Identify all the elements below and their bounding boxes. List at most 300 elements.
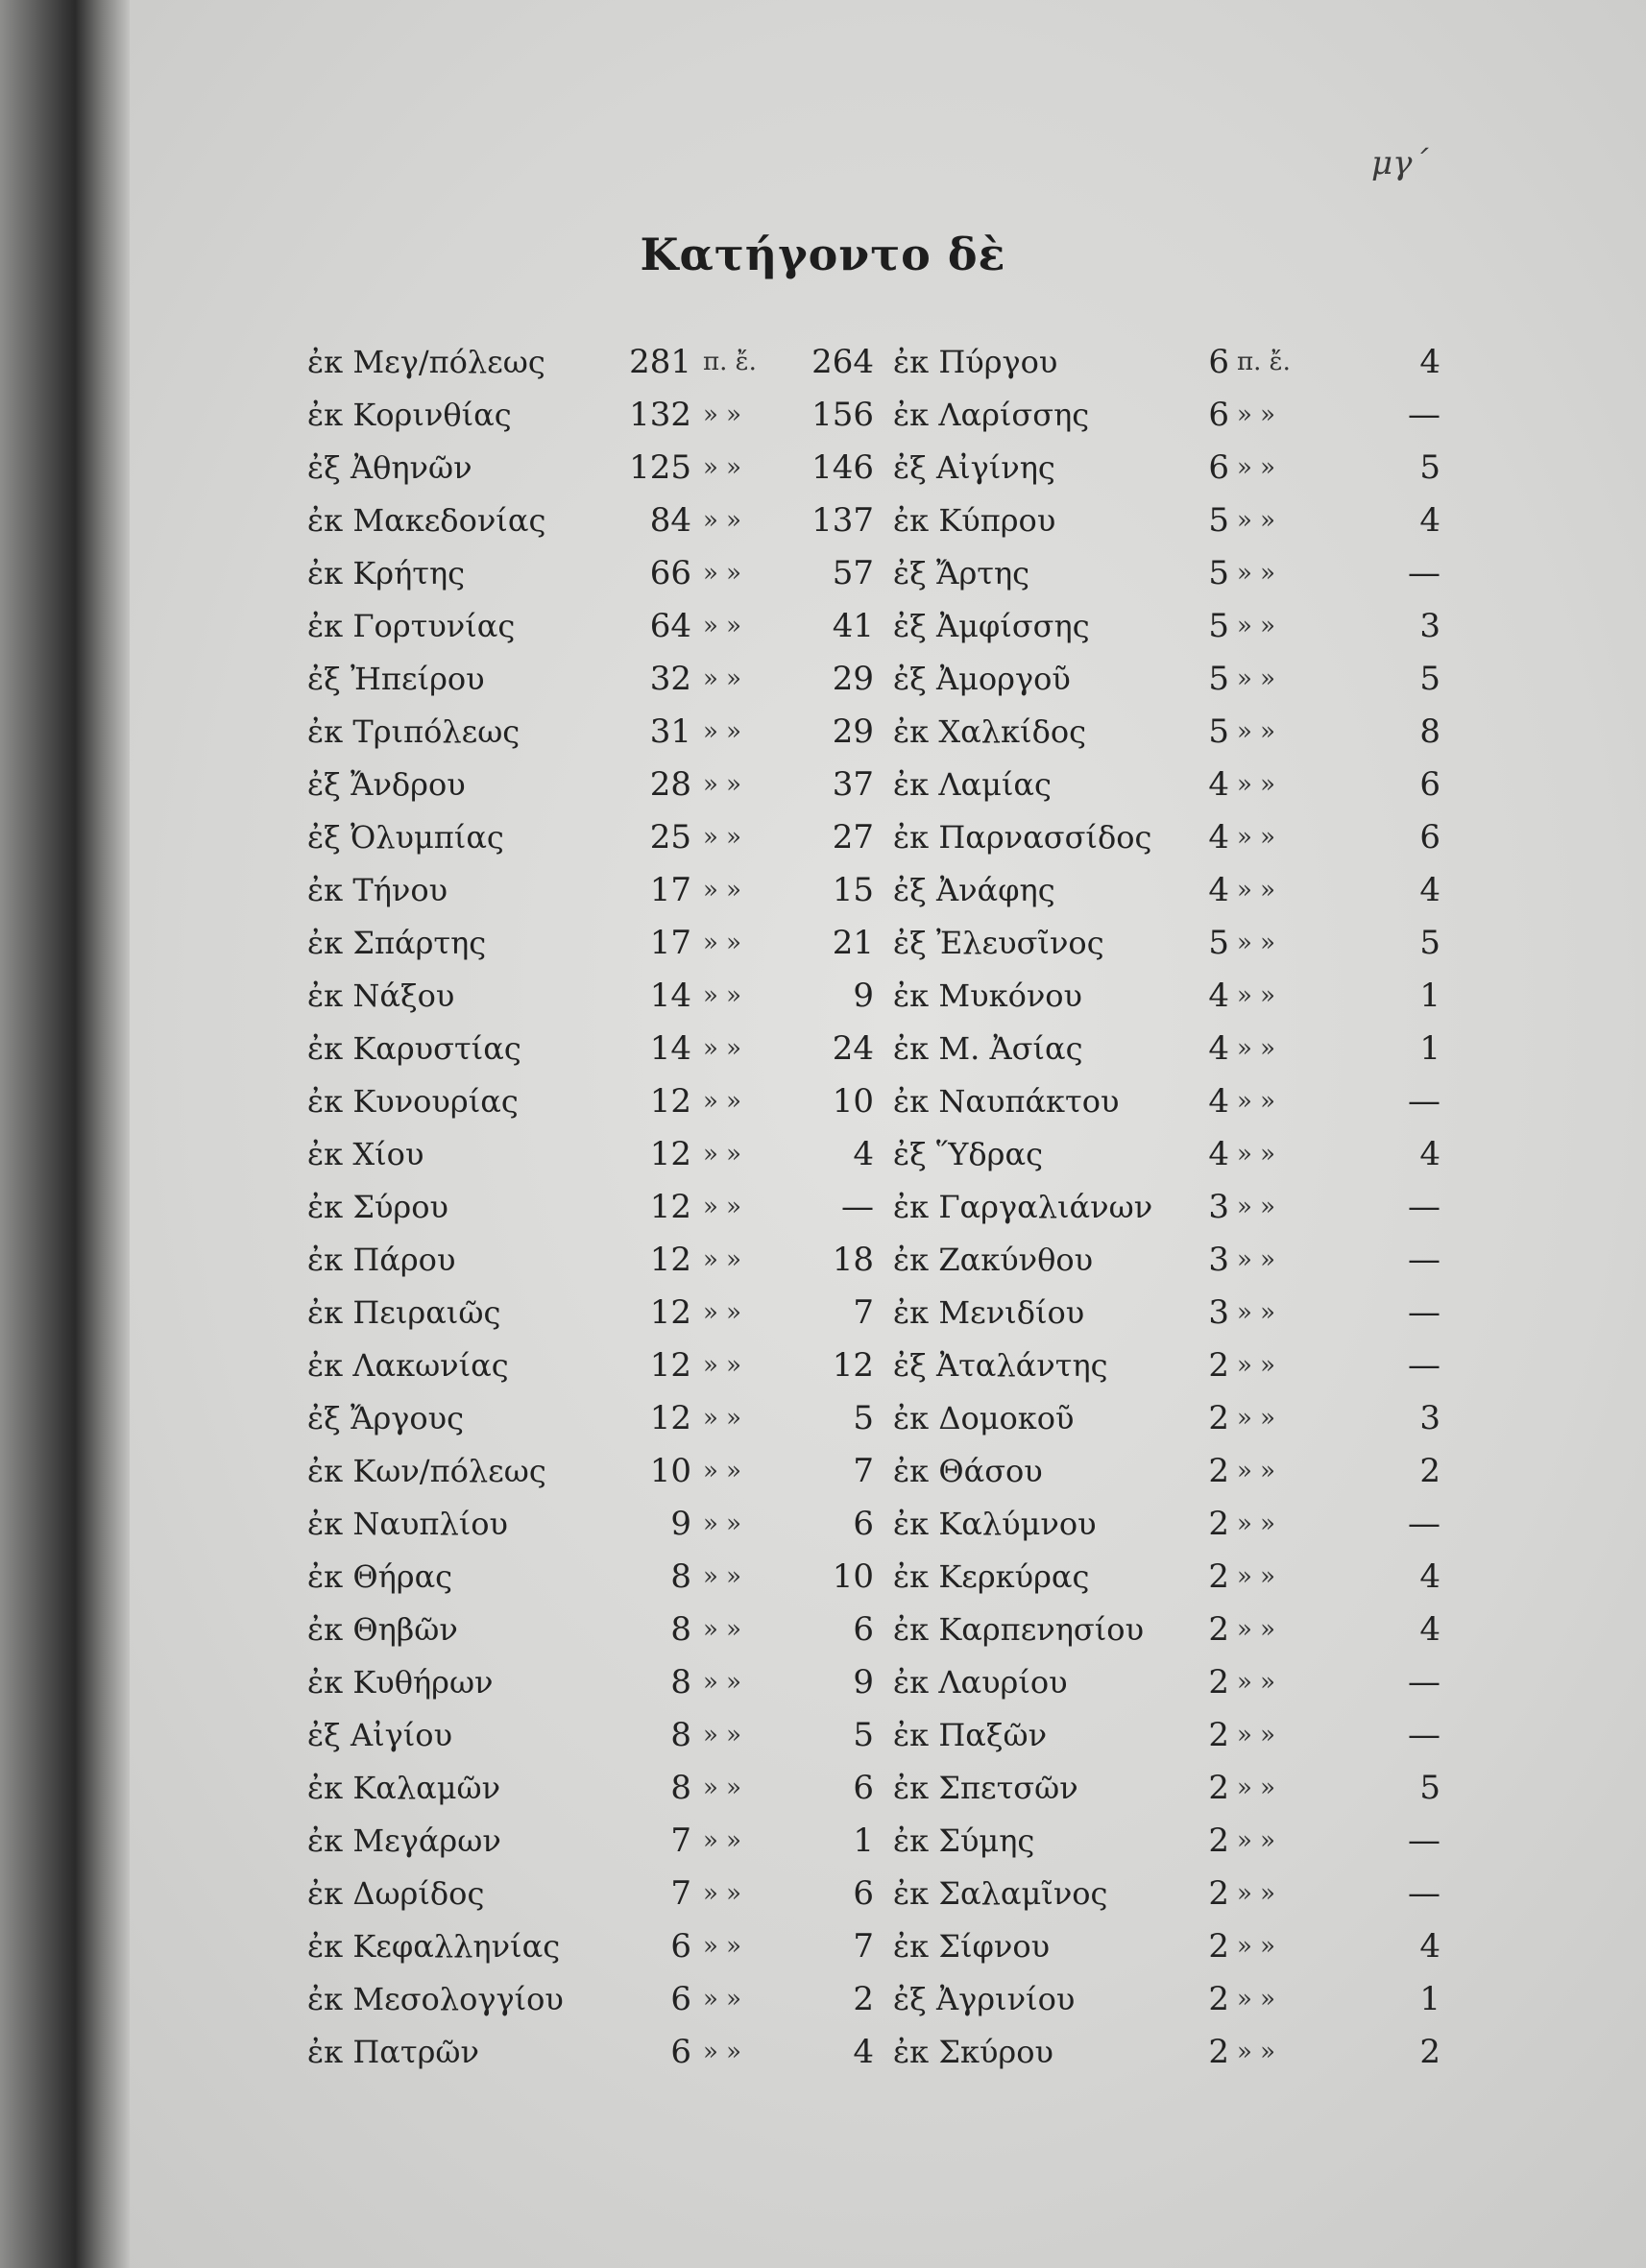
left-marks: » » xyxy=(703,1404,742,1433)
right-count-b: 4 xyxy=(1419,343,1440,381)
left-count-b: 7 xyxy=(853,1927,874,1966)
left-count-b: 146 xyxy=(811,448,874,487)
origin-table xyxy=(307,336,1460,2112)
left-count-a: 8 xyxy=(670,1557,691,1596)
left-city: ἐκ Κων/πόλεως xyxy=(307,1453,546,1489)
right-city: ἐκ Κύπρου xyxy=(893,502,1056,539)
right-marks: » » xyxy=(1237,1668,1276,1697)
left-marks: » » xyxy=(703,1034,742,1063)
right-city: ἐκ Σπετσῶν xyxy=(893,1770,1078,1806)
table-row xyxy=(307,1128,1460,1181)
right-count-a: 2 xyxy=(1208,1663,1229,1701)
left-count-b: 137 xyxy=(811,501,874,540)
right-marks: » » xyxy=(1237,981,1276,1010)
left-marks: » » xyxy=(703,559,742,588)
left-city: ἐξ Αἰγίου xyxy=(307,1717,453,1753)
right-count-b: 5 xyxy=(1419,660,1440,698)
left-count-a: 10 xyxy=(649,1452,691,1490)
left-count-b: — xyxy=(841,1188,874,1226)
right-count-a: 4 xyxy=(1208,1029,1229,1068)
table-row xyxy=(307,1815,1460,1868)
left-city: ἐκ Κρήτης xyxy=(307,555,466,591)
right-city: ἐκ Μυκόνου xyxy=(893,977,1082,1014)
left-city: ἐκ Μεγ/πόλεως xyxy=(307,344,545,380)
left-marks: » » xyxy=(703,770,742,799)
table-row xyxy=(307,336,1460,389)
right-marks: » » xyxy=(1237,1562,1276,1591)
table-row xyxy=(307,1181,1460,1234)
right-count-b: — xyxy=(1408,554,1440,592)
right-city: ἐκ Λαυρίου xyxy=(893,1664,1068,1701)
left-city: ἐκ Σπάρτης xyxy=(307,925,487,961)
left-count-b: 7 xyxy=(853,1293,874,1332)
left-count-a: 7 xyxy=(670,1874,691,1913)
right-marks: » » xyxy=(1237,717,1276,746)
right-count-a: 6 xyxy=(1208,396,1229,434)
left-city: ἐκ Κεφαλληνίας xyxy=(307,1928,561,1965)
table-row xyxy=(307,970,1460,1023)
left-count-b: 6 xyxy=(853,1769,874,1807)
right-count-a: 4 xyxy=(1208,977,1229,1015)
right-city: ἐξ Ἀμφίσσης xyxy=(893,608,1090,644)
right-marks: » » xyxy=(1237,876,1276,905)
left-city: ἐκ Λακωνίας xyxy=(307,1347,509,1384)
left-count-a: 66 xyxy=(649,554,691,592)
left-marks: » » xyxy=(703,981,742,1010)
left-marks: » » xyxy=(703,400,742,429)
right-count-b: 5 xyxy=(1419,448,1440,487)
right-count-b: 6 xyxy=(1419,765,1440,804)
left-count-b: 27 xyxy=(832,818,874,857)
left-count-a: 17 xyxy=(649,924,691,962)
right-count-a: 2 xyxy=(1208,1927,1229,1966)
left-marks: » » xyxy=(703,1298,742,1327)
left-count-a: 12 xyxy=(649,1082,691,1121)
right-count-b: 4 xyxy=(1419,1557,1440,1596)
right-city: ἐξ Ὕδρας xyxy=(893,1136,1043,1172)
right-count-b: — xyxy=(1408,1082,1440,1121)
left-count-b: 21 xyxy=(832,924,874,962)
right-marks: » » xyxy=(1237,453,1276,482)
left-marks: » » xyxy=(703,929,742,957)
left-marks: » » xyxy=(703,1773,742,1802)
left-marks: » » xyxy=(703,1509,742,1538)
left-city: ἐκ Θηβῶν xyxy=(307,1611,458,1648)
table-row xyxy=(307,1075,1460,1128)
left-count-a: 25 xyxy=(649,818,691,857)
right-count-a: 4 xyxy=(1208,765,1229,804)
right-count-a: 4 xyxy=(1208,818,1229,857)
right-count-b: — xyxy=(1408,1188,1440,1226)
left-city: ἐξ Ἄργους xyxy=(307,1400,465,1436)
right-count-a: 2 xyxy=(1208,1610,1229,1649)
table-row xyxy=(307,759,1460,811)
left-count-b: 5 xyxy=(853,1399,874,1437)
left-count-a: 14 xyxy=(649,1029,691,1068)
right-city: ἐκ Σίφνου xyxy=(893,1928,1051,1965)
left-count-b: 5 xyxy=(853,1716,874,1754)
right-count-a: 2 xyxy=(1208,1980,1229,2018)
table-row xyxy=(307,706,1460,759)
left-marks: » » xyxy=(703,1615,742,1644)
right-city: ἐκ Ζακύνθου xyxy=(893,1242,1094,1278)
right-count-b: 1 xyxy=(1419,977,1440,1015)
right-marks: » » xyxy=(1237,1298,1276,1327)
right-count-a: 2 xyxy=(1208,2033,1229,2071)
right-marks: » » xyxy=(1237,612,1276,640)
table-row xyxy=(307,389,1460,442)
left-count-b: 37 xyxy=(832,765,874,804)
left-count-b: 7 xyxy=(853,1452,874,1490)
right-count-a: 3 xyxy=(1208,1188,1229,1226)
page-number: μγ΄ xyxy=(1371,144,1429,182)
left-count-a: 32 xyxy=(649,660,691,698)
left-city: ἐξ Ἀθηνῶν xyxy=(307,449,472,486)
left-city: ἐκ Τριπόλεως xyxy=(307,713,520,750)
table-row xyxy=(307,600,1460,653)
left-city: ἐκ Τήνου xyxy=(307,872,448,908)
right-count-b: — xyxy=(1408,1822,1440,1860)
table-row xyxy=(307,1604,1460,1656)
left-marks: » » xyxy=(703,1193,742,1221)
right-city: ἐκ Παρνασσίδος xyxy=(893,819,1152,856)
right-marks: » » xyxy=(1237,1773,1276,1802)
right-count-b: 4 xyxy=(1419,501,1440,540)
right-count-a: 5 xyxy=(1208,607,1229,645)
left-count-a: 8 xyxy=(670,1663,691,1701)
right-city: ἐκ Παξῶν xyxy=(893,1717,1048,1753)
left-count-a: 12 xyxy=(649,1135,691,1173)
right-count-a: 5 xyxy=(1208,924,1229,962)
left-city: ἐκ Πάρου xyxy=(307,1242,456,1278)
right-count-b: 1 xyxy=(1419,1980,1440,2018)
left-count-a: 12 xyxy=(649,1346,691,1385)
right-marks: » » xyxy=(1237,1826,1276,1855)
left-marks: » » xyxy=(703,1562,742,1591)
table-row xyxy=(307,1234,1460,1287)
table-row xyxy=(307,442,1460,495)
right-count-a: 4 xyxy=(1208,1135,1229,1173)
right-marks: » » xyxy=(1237,929,1276,957)
left-marks: » » xyxy=(703,1668,742,1697)
table-row xyxy=(307,1973,1460,2026)
table-row xyxy=(307,1339,1460,1392)
left-count-b: 9 xyxy=(853,977,874,1015)
right-city: ἐξ Ἀταλάντης xyxy=(893,1347,1108,1384)
right-count-a: 2 xyxy=(1208,1505,1229,1543)
left-city: ἐκ Κυνουρίας xyxy=(307,1083,519,1120)
right-city: ἐκ Γαργαλιάνων xyxy=(893,1189,1153,1225)
right-count-a: 5 xyxy=(1208,660,1229,698)
right-count-a: 2 xyxy=(1208,1769,1229,1807)
right-marks: » » xyxy=(1237,1404,1276,1433)
right-count-a: 3 xyxy=(1208,1241,1229,1279)
table-row xyxy=(307,1551,1460,1604)
right-count-a: 4 xyxy=(1208,1082,1229,1121)
left-marks: » » xyxy=(703,1351,742,1380)
right-marks: » » xyxy=(1237,1509,1276,1538)
right-count-b: 6 xyxy=(1419,818,1440,857)
left-city: ἐκ Σύρου xyxy=(307,1189,448,1225)
left-count-b: 57 xyxy=(832,554,874,592)
left-count-a: 6 xyxy=(670,1927,691,1966)
table-row xyxy=(307,917,1460,970)
left-count-b: 264 xyxy=(811,343,874,381)
left-city: ἐκ Πειραιῶς xyxy=(307,1294,501,1331)
table-row xyxy=(307,495,1460,547)
left-city: ἐκ Πατρῶν xyxy=(307,2034,479,2070)
right-count-b: 8 xyxy=(1419,712,1440,751)
left-marks: » » xyxy=(703,1245,742,1274)
left-marks: » » xyxy=(703,506,742,535)
right-city: ἐκ Χαλκίδος xyxy=(893,713,1087,750)
right-city: ἐκ Μ. Ἀσίας xyxy=(893,1030,1083,1067)
left-marks: » » xyxy=(703,2038,742,2066)
left-city: ἐκ Καλαμῶν xyxy=(307,1770,501,1806)
right-marks: » » xyxy=(1237,559,1276,588)
right-count-b: 3 xyxy=(1419,1399,1440,1437)
left-city: ἐκ Κορινθίας xyxy=(307,397,512,433)
left-marks: » » xyxy=(703,1140,742,1169)
right-city: ἐκ Καρπενησίου xyxy=(893,1611,1145,1648)
right-count-b: — xyxy=(1408,1716,1440,1754)
left-count-b: 10 xyxy=(832,1557,874,1596)
left-count-a: 84 xyxy=(649,501,691,540)
right-count-a: 2 xyxy=(1208,1452,1229,1490)
left-marks: » » xyxy=(703,1932,742,1961)
table-row xyxy=(307,1023,1460,1075)
right-count-a: 5 xyxy=(1208,554,1229,592)
left-count-a: 6 xyxy=(670,1980,691,2018)
right-marks: » » xyxy=(1237,1193,1276,1221)
right-count-a: 3 xyxy=(1208,1293,1229,1332)
left-count-a: 31 xyxy=(649,712,691,751)
right-city: ἐκ Καλύμνου xyxy=(893,1506,1097,1542)
right-count-b: 4 xyxy=(1419,1610,1440,1649)
left-marks: » » xyxy=(703,1826,742,1855)
right-marks: » » xyxy=(1237,1932,1276,1961)
left-count-a: 8 xyxy=(670,1769,691,1807)
left-count-b: 6 xyxy=(853,1874,874,1913)
left-count-b: 24 xyxy=(832,1029,874,1068)
left-count-b: 12 xyxy=(832,1346,874,1385)
right-marks: » » xyxy=(1237,770,1276,799)
right-count-b: 5 xyxy=(1419,1769,1440,1807)
right-count-b: 5 xyxy=(1419,924,1440,962)
left-count-b: 6 xyxy=(853,1505,874,1543)
left-count-a: 6 xyxy=(670,2033,691,2071)
right-city: ἐκ Λαμίας xyxy=(893,766,1052,803)
left-marks: » » xyxy=(703,1721,742,1749)
left-city: ἐκ Γορτυνίας xyxy=(307,608,516,644)
right-marks: » » xyxy=(1237,1615,1276,1644)
right-marks: » » xyxy=(1237,1457,1276,1485)
right-count-a: 2 xyxy=(1208,1557,1229,1596)
right-city: ἐκ Σύμης xyxy=(893,1822,1035,1859)
left-count-b: 2 xyxy=(853,1980,874,2018)
right-marks: » » xyxy=(1237,1985,1276,2014)
right-count-b: — xyxy=(1408,1241,1440,1279)
right-city: ἐξ Ἀμοργοῦ xyxy=(893,661,1071,697)
right-marks: » » xyxy=(1237,1879,1276,1908)
right-count-b: 2 xyxy=(1419,1452,1440,1490)
right-count-b: 3 xyxy=(1419,607,1440,645)
left-count-a: 125 xyxy=(629,448,691,487)
left-count-b: 4 xyxy=(853,2033,874,2071)
left-marks: » » xyxy=(703,1985,742,2014)
right-city: ἐξ Αἰγίνης xyxy=(893,449,1055,486)
right-count-b: — xyxy=(1408,396,1440,434)
left-count-a: 12 xyxy=(649,1188,691,1226)
right-count-b: — xyxy=(1408,1505,1440,1543)
left-count-a: 7 xyxy=(670,1822,691,1860)
right-count-a: 2 xyxy=(1208,1716,1229,1754)
table-row xyxy=(307,1656,1460,1709)
left-city: ἐξ Ἄνδρου xyxy=(307,766,466,803)
left-count-b: 4 xyxy=(853,1135,874,1173)
right-city: ἐκ Λαρίσσης xyxy=(893,397,1090,433)
left-count-b: 18 xyxy=(832,1241,874,1279)
left-count-b: 6 xyxy=(853,1610,874,1649)
left-count-b: 156 xyxy=(811,396,874,434)
left-count-a: 12 xyxy=(649,1241,691,1279)
right-count-a: 6 xyxy=(1208,343,1229,381)
left-count-a: 64 xyxy=(649,607,691,645)
left-count-a: 28 xyxy=(649,765,691,804)
right-city: ἐκ Πύργου xyxy=(893,344,1058,380)
right-city: ἐκ Σκύρου xyxy=(893,2034,1053,2070)
right-count-b: — xyxy=(1408,1874,1440,1913)
table-row xyxy=(307,1498,1460,1551)
left-city: ἐκ Κυθήρων xyxy=(307,1664,494,1701)
right-city: ἐκ Μενιδίου xyxy=(893,1294,1085,1331)
table-row xyxy=(307,864,1460,917)
left-count-a: 8 xyxy=(670,1716,691,1754)
page-heading: Κατήγοντο δὲ xyxy=(640,229,1006,280)
right-count-a: 6 xyxy=(1208,448,1229,487)
right-marks: » » xyxy=(1237,1351,1276,1380)
left-count-a: 17 xyxy=(649,871,691,909)
table-row xyxy=(307,547,1460,600)
right-count-a: 2 xyxy=(1208,1399,1229,1437)
right-marks: » » xyxy=(1237,2038,1276,2066)
right-marks: π. ἔ. xyxy=(1237,348,1291,376)
left-count-a: 12 xyxy=(649,1293,691,1332)
right-count-b: — xyxy=(1408,1293,1440,1332)
left-count-a: 14 xyxy=(649,977,691,1015)
right-marks: » » xyxy=(1237,664,1276,693)
left-marks: » » xyxy=(703,664,742,693)
left-city: ἐκ Μεγάρων xyxy=(307,1822,501,1859)
table-row xyxy=(307,1920,1460,1973)
right-marks: » » xyxy=(1237,1721,1276,1749)
left-city: ἐκ Καρυστίας xyxy=(307,1030,521,1067)
right-count-b: 2 xyxy=(1419,2033,1440,2071)
left-city: ἐκ Ναυπλίου xyxy=(307,1506,508,1542)
right-count-a: 2 xyxy=(1208,1874,1229,1913)
table-row xyxy=(307,1709,1460,1762)
right-city: ἐξ Ἀνάφης xyxy=(893,872,1055,908)
right-count-b: 4 xyxy=(1419,871,1440,909)
right-count-b: — xyxy=(1408,1346,1440,1385)
left-count-b: 10 xyxy=(832,1082,874,1121)
right-marks: » » xyxy=(1237,1087,1276,1116)
right-city: ἐξ Ἄρτης xyxy=(893,555,1030,591)
left-count-a: 8 xyxy=(670,1610,691,1649)
right-count-a: 5 xyxy=(1208,712,1229,751)
table-row xyxy=(307,811,1460,864)
right-city: ἐκ Κερκύρας xyxy=(893,1558,1090,1595)
right-marks: » » xyxy=(1237,823,1276,852)
left-count-a: 281 xyxy=(629,343,691,381)
left-marks: » » xyxy=(703,1087,742,1116)
right-marks: » » xyxy=(1237,1140,1276,1169)
right-city: ἐκ Θάσου xyxy=(893,1453,1043,1489)
left-city: ἐκ Θήρας xyxy=(307,1558,453,1595)
right-city: ἐκ Σαλαμῖνος xyxy=(893,1875,1108,1912)
right-city: ἐξ Ἐλευσῖνος xyxy=(893,925,1104,961)
left-count-b: 41 xyxy=(832,607,874,645)
right-count-b: — xyxy=(1408,1663,1440,1701)
table-row xyxy=(307,2026,1460,2079)
left-marks: » » xyxy=(703,876,742,905)
right-count-b: 4 xyxy=(1419,1927,1440,1966)
left-count-a: 12 xyxy=(649,1399,691,1437)
left-count-b: 15 xyxy=(832,871,874,909)
left-count-b: 1 xyxy=(853,1822,874,1860)
table-row xyxy=(307,1445,1460,1498)
right-count-a: 2 xyxy=(1208,1346,1229,1385)
right-count-b: 4 xyxy=(1419,1135,1440,1173)
right-city: ἐκ Δομοκοῦ xyxy=(893,1400,1075,1436)
left-city: ἐξ Ὀλυμπίας xyxy=(307,819,504,856)
table-row xyxy=(307,653,1460,706)
table-row xyxy=(307,1868,1460,1920)
right-count-a: 4 xyxy=(1208,871,1229,909)
left-city: ἐκ Χίου xyxy=(307,1136,424,1172)
right-count-a: 5 xyxy=(1208,501,1229,540)
left-marks: » » xyxy=(703,1457,742,1485)
right-marks: » » xyxy=(1237,1245,1276,1274)
right-city: ἐκ Ναυπάκτου xyxy=(893,1083,1120,1120)
left-count-a: 9 xyxy=(670,1505,691,1543)
table-row xyxy=(307,1392,1460,1445)
right-count-a: 2 xyxy=(1208,1822,1229,1860)
table-row xyxy=(307,1762,1460,1815)
right-marks: » » xyxy=(1237,1034,1276,1063)
left-city: ἐξ Ἠπείρου xyxy=(307,661,485,697)
left-city: ἐκ Μακεδονίας xyxy=(307,502,546,539)
table-row xyxy=(307,1287,1460,1339)
left-marks: » » xyxy=(703,612,742,640)
right-city: ἐξ Ἀγρινίου xyxy=(893,1981,1076,2017)
left-city: ἐκ Μεσολογγίου xyxy=(307,1981,564,2017)
left-city: ἐκ Δωρίδος xyxy=(307,1875,485,1912)
left-marks: » » xyxy=(703,453,742,482)
left-marks: π. ἔ. xyxy=(703,348,757,376)
left-count-b: 29 xyxy=(832,660,874,698)
left-count-b: 9 xyxy=(853,1663,874,1701)
right-count-b: 1 xyxy=(1419,1029,1440,1068)
left-count-b: 29 xyxy=(832,712,874,751)
book-gutter xyxy=(0,0,130,2268)
left-city: ἐκ Νάξου xyxy=(307,977,455,1014)
right-marks: » » xyxy=(1237,506,1276,535)
left-marks: » » xyxy=(703,823,742,852)
left-marks: » » xyxy=(703,1879,742,1908)
left-marks: » » xyxy=(703,717,742,746)
left-count-a: 132 xyxy=(629,396,691,434)
